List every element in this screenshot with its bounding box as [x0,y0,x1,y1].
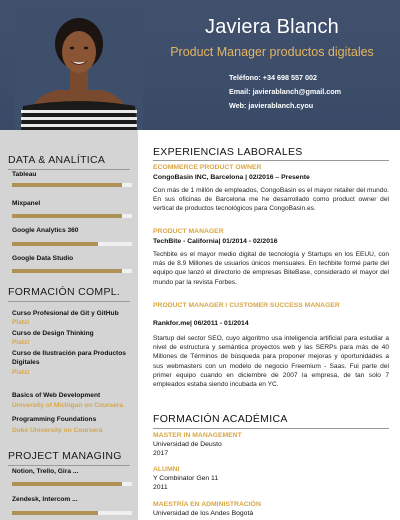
skill-label: Zendesk, Intercom ... [12,496,78,503]
job-description: Techbite es el mayor medio digital de tecnología y Startups en los EEUU, con más de 8.9 Millones de usuarios únicos mensuales. En techbite formé parte del equipo que lanzó el directorio de empresas BiteBase, considerado el mayor del mundo par la revista Forbes. [153,251,389,286]
training-heading: FORMACIÓN COMPL. [8,286,121,298]
experience-heading: EXPERIENCIAS LABORALES [153,146,303,158]
skill-bar-fill [12,183,122,187]
candidate-role: Product Manager productos digitales [170,45,374,59]
section-divider [153,428,389,429]
course-title: Basics of Web Development [12,392,101,399]
job-title: PRODUCT MANAGER [153,228,224,235]
skill-label: Tableau [12,171,37,178]
education-degree: MAESTRÍA EN ADMINISTRACIÓN [153,501,261,508]
education-school: Universidad de los Andes Bogotá [153,510,254,517]
course-title: Programming Foundations [12,416,97,423]
section-divider [8,169,130,170]
education-year: 2017 [153,450,169,457]
contact-email: Email: javierablanch@gmail.com [229,87,342,96]
skill-bar-fill [12,242,98,246]
education-degree: ALUMNI [153,466,180,473]
job-description: Con más de 1 millón de empleados, CongoBasin es el mayor retailer del mundo. En sus oficinas de Barcelona me he desarrollado como product owner del vertical de productos tecnológicos para CongoBasin.es. [153,187,389,213]
course-institution: University of Michigan on Coursera [12,402,124,409]
contact-web: Web: javierablanch.cyou [229,101,314,110]
job-title: PRODUCT MANAGER / CUSTOMER SUCCESS MANAGER [153,302,340,309]
section-divider [153,160,389,161]
education-year: 2011 [153,484,168,491]
job-description: Startup del sector SEO, cuyo algoritmo usa inteligencia artificial para estudiar a nivel de estructura y semántica proyectos web y las SERPs para más de 40 Millones de Términos de búsqueda para proponer mejoras y oportunidades a sus webmasters con un modelo de negocio Freemium - Saas. Fui parte del primer equipo cuando en diciembre de 2007 la empresa, de tan solo 7 empleados estaba siendo incubada en YC. [153,335,389,389]
education-degree: MASTER IN MANAGEMENT [153,432,242,439]
skill-bar [12,482,132,486]
skill-bar [12,183,132,187]
skill-label: Google Analytics 360 [12,227,79,234]
job-company: CongoBasin INC, Barcelona | 02/2016 – Presente [153,174,310,181]
skill-bar [12,242,132,246]
skill-bar [12,214,132,218]
course-institution: Platzi [12,339,30,346]
contact-info [229,71,399,113]
job-company: TechBite - California| 01/2014 - 02/2016 [153,238,278,245]
job-title: ECOMMERCE PRODUCT OWNER [153,164,262,171]
skill-label: Mixpanel [12,200,41,207]
education-school: Y Combinator Gen 11 [153,475,219,482]
skill-label: Google Data Studio [12,255,74,262]
skill-bar-fill [12,482,122,486]
section-divider [8,301,130,302]
course-institution: Platzi [12,369,30,376]
education-heading: FORMACIÓN ACADÉMICA [153,413,288,425]
candidate-name: Javiera Blanch [205,16,339,38]
profile-photo [15,10,143,130]
course-institution: Platzi [12,319,30,326]
skill-bar [12,511,132,515]
project-managing-heading: PROJECT MANAGING [8,450,122,462]
course-title: Curso de Ilustración para Productos Digitales [12,350,126,366]
skill-bar-fill [12,269,122,273]
course-title: Curso de Design Thinking [12,330,94,337]
skill-bar-fill [12,511,98,515]
sidebar [0,130,138,520]
education-school: Universidad de Deusto [153,441,222,448]
resume-header [0,0,400,130]
section-divider [8,465,130,466]
job-company: Rankfor.me| 06/2011 - 01/2014 [153,320,249,327]
course-institution: Duke University on Coursera [12,427,103,434]
skill-bar-fill [12,214,122,218]
course-title: Curso Profesional de Git y GitHub [12,310,119,317]
contact-phone: Teléfono: +34 698 557 002 [229,73,317,82]
skill-label: Notion, Trello, Gira ... [12,468,79,475]
skill-bar [12,269,132,273]
data-analytics-heading: DATA & ANALÍTICA [8,154,106,166]
